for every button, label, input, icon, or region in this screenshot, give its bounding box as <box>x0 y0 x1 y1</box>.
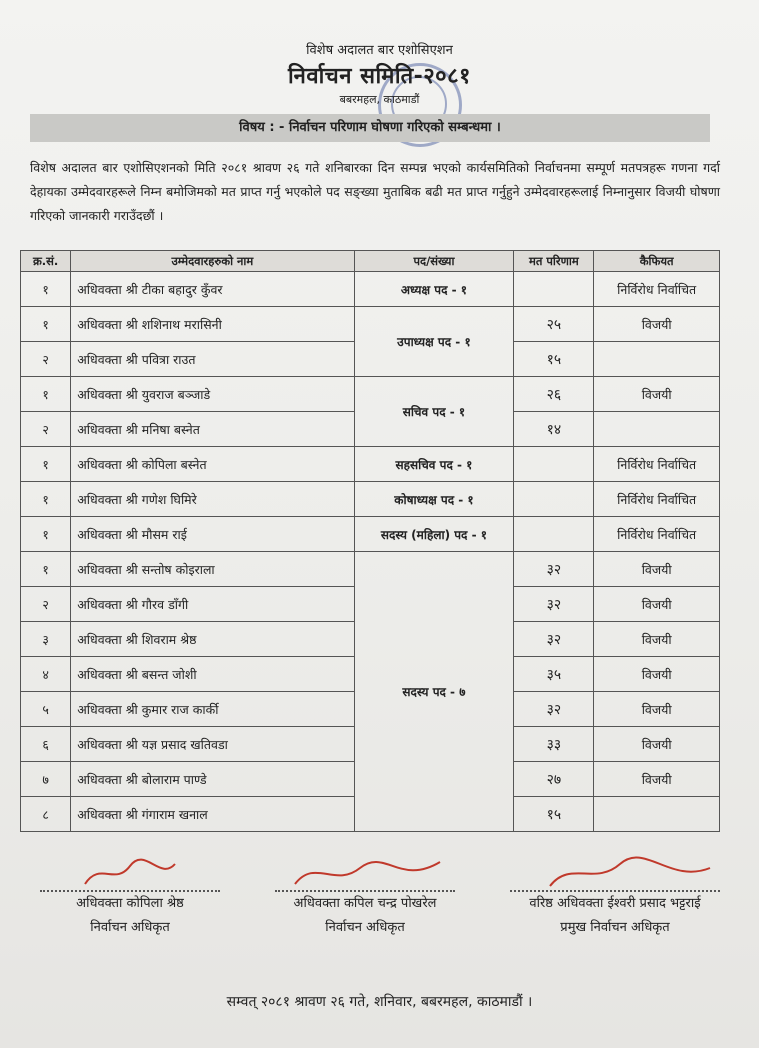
cell-remark <box>594 412 720 447</box>
table-row <box>21 307 720 342</box>
header-votes: मत परिणाम <box>514 251 594 272</box>
handwritten-signature <box>500 856 730 890</box>
signatory-name: अधिवक्ता कोपिला श्रेष्ठ <box>76 896 184 911</box>
signatory-name: अधिवक्ता कपिल चन्द्र पोखरेल <box>293 896 437 911</box>
cell-sn: ७ <box>21 762 71 797</box>
cell-remark: विजयी <box>594 377 720 412</box>
cell-votes: १५ <box>514 797 594 832</box>
table-header-row <box>21 251 720 272</box>
cell-post: सदस्य (महिला) पद - १ <box>354 517 514 552</box>
cell-remark: विजयी <box>594 587 720 622</box>
cell-sn: १ <box>21 377 71 412</box>
table-row <box>21 272 720 307</box>
cell-name: अधिवक्ता श्री यज्ञ प्रसाद खतिवडा <box>71 727 354 762</box>
cell-sn: ८ <box>21 797 71 832</box>
header-name: उम्मेदवारहरुको नाम <box>71 251 354 272</box>
cell-votes: २६ <box>514 377 594 412</box>
cell-name: अधिवक्ता श्री गौरव डाँगी <box>71 587 354 622</box>
cell-post: सहसचिव पद - १ <box>354 447 514 482</box>
cell-name: अधिवक्ता श्री बसन्त जोशी <box>71 657 354 692</box>
cell-name: अधिवक्ता श्री टीका बहादुर कुँवर <box>71 272 354 307</box>
organization-name: विशेष अदालत बार एशोसिएशन <box>306 43 453 58</box>
signature-block-1 <box>30 856 230 940</box>
committee-title: निर्वाचन समिति-२०८१ <box>287 64 472 89</box>
table-row <box>21 447 720 482</box>
signatory-role: निर्वाचन अधिकृत <box>90 920 170 935</box>
cell-name: अधिवक्ता श्री शिवराम श्रेष्ठ <box>71 622 354 657</box>
cell-remark: निर्विरोध निर्वाचित <box>594 447 720 482</box>
table-row <box>21 517 720 552</box>
cell-votes: १५ <box>514 342 594 377</box>
cell-name: अधिवक्ता श्री मनिषा बस्नेत <box>71 412 354 447</box>
cell-name: अधिवक्ता श्री बोलाराम पाण्डे <box>71 762 354 797</box>
cell-sn: १ <box>21 517 71 552</box>
cell-post: उपाध्यक्ष पद - १ <box>354 307 514 377</box>
cell-remark: निर्विरोध निर्वाचित <box>594 482 720 517</box>
cell-name: अधिवक्ता श्री मौसम राई <box>71 517 354 552</box>
cell-votes: ३५ <box>514 657 594 692</box>
cell-remark: विजयी <box>594 552 720 587</box>
header-remark: कैफियत <box>594 251 720 272</box>
cell-sn: ३ <box>21 622 71 657</box>
cell-name: अधिवक्ता श्री गंगाराम खनाल <box>71 797 354 832</box>
cell-votes: २७ <box>514 762 594 797</box>
subject-line: विषय : - निर्वाचन परिणाम घोषणा गरिएको सम्बन्धमा । <box>30 114 710 142</box>
results-table <box>20 250 720 832</box>
cell-remark: विजयी <box>594 307 720 342</box>
cell-name: अधिवक्ता श्री गणेश घिमिरे <box>71 482 354 517</box>
cell-post: सदस्य पद - ७ <box>354 552 514 832</box>
cell-votes: १४ <box>514 412 594 447</box>
handwritten-signature <box>30 856 230 890</box>
cell-name: अधिवक्ता श्री शशिनाथ मरासिनी <box>71 307 354 342</box>
table-row <box>21 482 720 517</box>
cell-post: सचिव पद - १ <box>354 377 514 447</box>
table-row <box>21 377 720 412</box>
signature-block-3 <box>500 856 730 940</box>
cell-remark: विजयी <box>594 622 720 657</box>
cell-votes: २५ <box>514 307 594 342</box>
cell-sn: २ <box>21 587 71 622</box>
cell-votes <box>514 272 594 307</box>
header-sn: क्र.सं. <box>21 251 71 272</box>
signatory-name: वरिष्ठ अधिवक्ता ईश्वरी प्रसाद भट्टराई <box>529 896 701 911</box>
cell-post: अध्यक्ष पद - १ <box>354 272 514 307</box>
cell-votes: ३२ <box>514 587 594 622</box>
table-row <box>21 552 720 587</box>
cell-sn: १ <box>21 482 71 517</box>
cell-votes <box>514 517 594 552</box>
cell-sn: १ <box>21 272 71 307</box>
cell-remark: विजयी <box>594 727 720 762</box>
cell-votes: ३२ <box>514 552 594 587</box>
cell-name: अधिवक्ता श्री पवित्रा राउत <box>71 342 354 377</box>
intro-paragraph: विशेष अदालत बार एशोसिएशनको मिति २०८१ श्रावण २६ गते शनिबारका दिन सम्पन्न भएको कार्यसमितिको निर्वाचनमा सम्पूर्ण मतपत्रहरू गणना गर्दा देहायका उम्मेदवारहरूले निम्न बमोजिमको मत प्राप्त गर्नु भएकोले पद सङ्ख्या मुताबिक बढी मत प्राप्त गर्नुहुने उम्मेदवारहरूलाई निम्नानुसार विजयी घोषणा गरिएको जानकारी गराउँदछौं । <box>30 160 720 223</box>
cell-votes: ३२ <box>514 692 594 727</box>
location: बबरमहल, काठमाडौं <box>339 93 420 106</box>
cell-sn: १ <box>21 307 71 342</box>
cell-name: अधिवक्ता श्री सन्तोष कोइराला <box>71 552 354 587</box>
cell-name: अधिवक्ता श्री युवराज बञ्जाडे <box>71 377 354 412</box>
cell-sn: ५ <box>21 692 71 727</box>
cell-name: अधिवक्ता श्री कुमार राज कार्की <box>71 692 354 727</box>
cell-votes: ३३ <box>514 727 594 762</box>
cell-sn: १ <box>21 552 71 587</box>
footer-date-place: सम्वत् २०८१ श्रावण २६ गते, शनिवार, बबरमहल, काठमाडौं । <box>226 994 533 1010</box>
handwritten-signature <box>265 856 465 890</box>
cell-sn: २ <box>21 412 71 447</box>
cell-votes <box>514 447 594 482</box>
cell-remark: निर्विरोध निर्वाचित <box>594 517 720 552</box>
cell-remark <box>594 342 720 377</box>
cell-votes: ३२ <box>514 622 594 657</box>
cell-remark: निर्विरोध निर्वाचित <box>594 272 720 307</box>
cell-sn: ४ <box>21 657 71 692</box>
signature-block-2 <box>265 856 465 940</box>
cell-post: कोषाध्यक्ष पद - १ <box>354 482 514 517</box>
signatory-role: प्रमुख निर्वाचन अधिकृत <box>560 920 670 935</box>
cell-remark <box>594 797 720 832</box>
cell-sn: ६ <box>21 727 71 762</box>
cell-sn: २ <box>21 342 71 377</box>
signatory-role: निर्वाचन अधिकृत <box>325 920 405 935</box>
cell-votes <box>514 482 594 517</box>
header-post: पद/संख्या <box>354 251 514 272</box>
cell-remark: विजयी <box>594 692 720 727</box>
cell-remark: विजयी <box>594 657 720 692</box>
cell-name: अधिवक्ता श्री कोपिला बस्नेत <box>71 447 354 482</box>
cell-sn: १ <box>21 447 71 482</box>
cell-remark: विजयी <box>594 762 720 797</box>
